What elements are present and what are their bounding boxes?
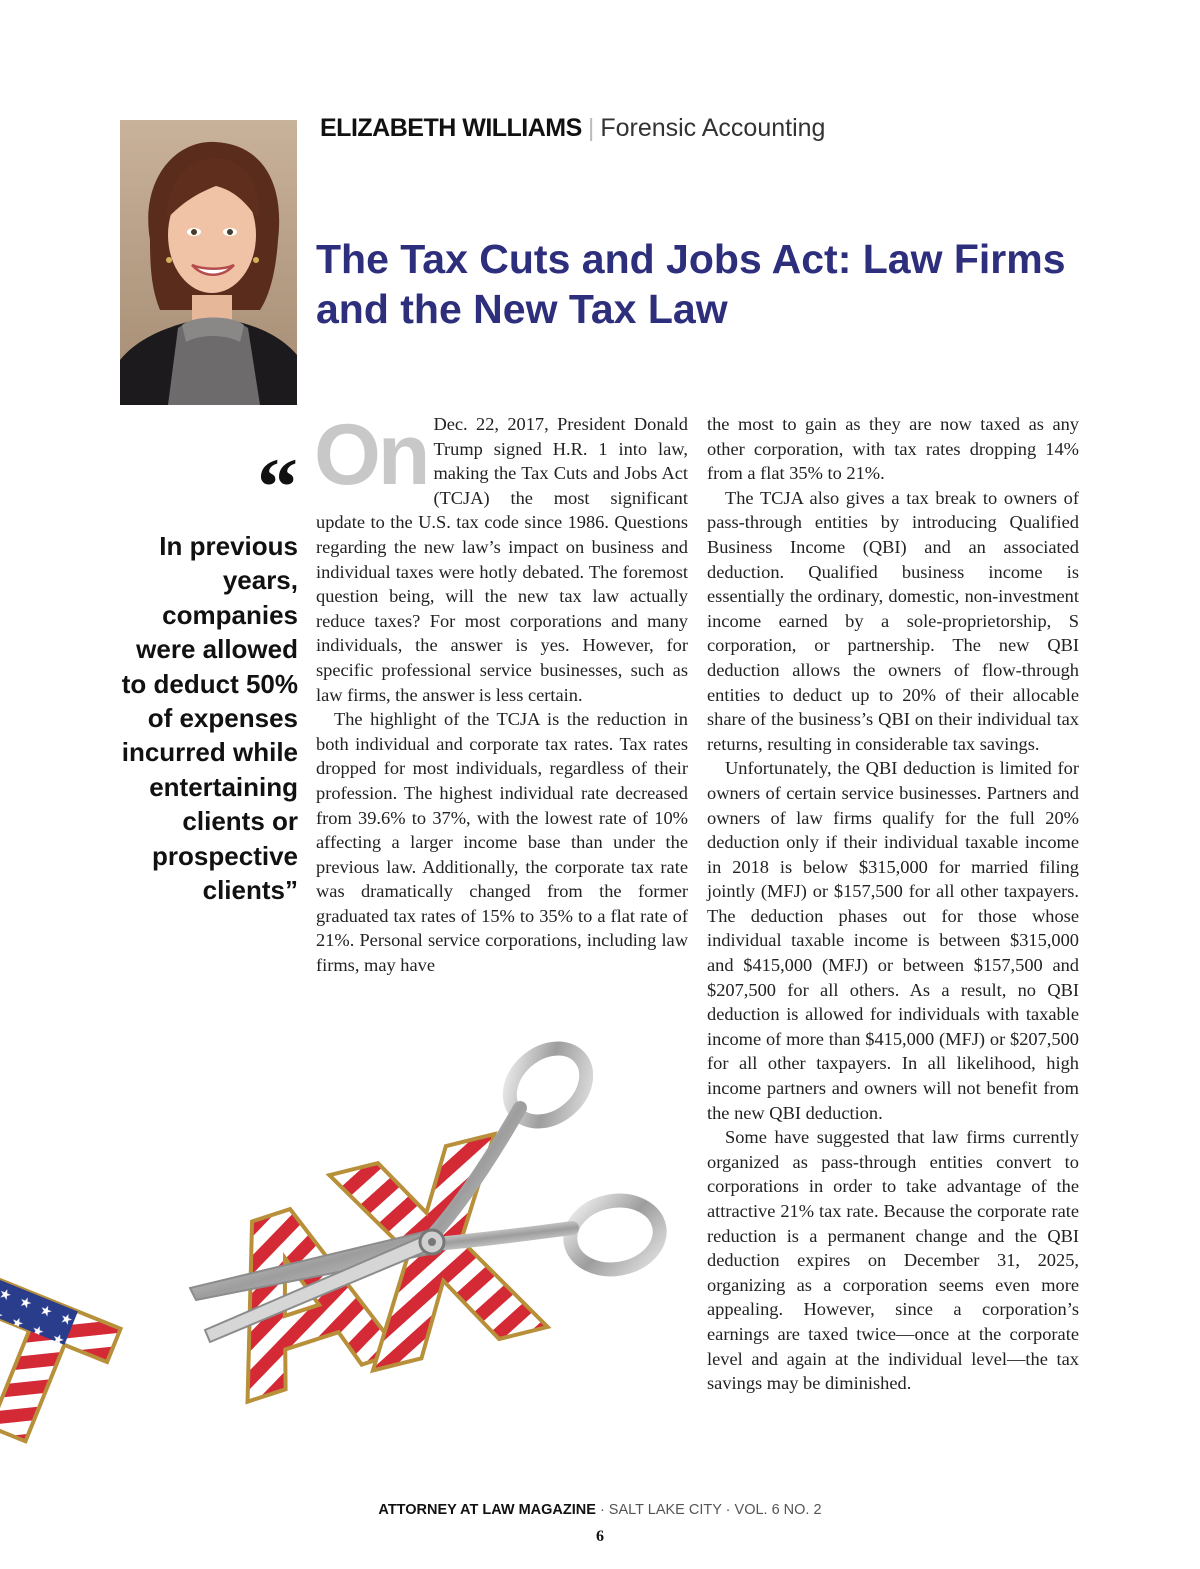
author-name: ELIZABETH WILLIAMS — [320, 114, 582, 142]
article-column-2 — [707, 412, 1079, 1396]
byline — [320, 114, 825, 143]
magazine-name: ATTORNEY AT LAW MAGAZINE — [378, 1502, 596, 1518]
article-column-1 — [314, 407, 688, 978]
section-name: Forensic Accounting — [600, 114, 826, 142]
page-number: 6 — [596, 1528, 604, 1545]
paragraph-conversion: Some have suggested that law firms currently organized as pass-through entities convert to corporations in order to take advantage of the attractive 21% tax rate. Because the corporate rate reduction is a permanent change and the QBI deduction expires on December 31, 2025, organizing as a corporation seems even more appealing. However, since a corporation’s earnings are taxed twice—once at the corporate level and again at the individual level—the tax savings may be diminished. — [707, 1127, 1079, 1394]
issue-details: · SALT LAKE CITY · VOL. 6 NO. 2 — [595, 1502, 822, 1518]
pull-quote: In previous years, companies were allowed to deduct 50% of expenses incurred while entertaining clients or prospective clients” — [121, 531, 298, 906]
author-photo — [120, 120, 297, 405]
paragraph-qbi-limits: Unfortunately, the QBI deduction is limited for owners of certain service businesses. Partners and owners of law firms qualify for the full 20% deduction only if their individual taxable income in 2018 is below $315,000 for married filing jointly (MFJ) or $157,500 for all other taxpayers. The deduction phases out for those whose individual taxable income is between $315,000 and $415,000 (MFJ) or between $157,500 and $207,500 for all others. As a result, no QBI deduction is allowed for individuals with taxable income of more than $415,000 (MFJ) or $207,500 for all other taxpayers. In all likelihood, high income partners and owners will not benefit from the new QBI deduction. — [707, 758, 1079, 1123]
paragraph-continued: the most to gain as they are now taxed as any other corporation, with tax rates dropping 14% from a flat 35% to 21%. — [707, 414, 1079, 484]
drop-cap: On — [314, 407, 428, 503]
byline-separator: | — [587, 114, 595, 142]
page-footer — [0, 1502, 1200, 1518]
paragraph-highlight: The highlight of the TCJA is the reduction in both individual and corporate tax rates. Tax rates dropped for most individuals, regardless of their profession. The highest individual rate decreased from 39.6% to 37%, with the lowest rate of 10% affecting a larger income base than under the previous law. Additionally, the corporate tax rate was dramatically changed from the former graduated tax rates of 15% to 35% to a flat rate of 21%. Personal service corporations, including law firms, may have — [316, 709, 688, 976]
paragraph-intro-text: Dec. 22, 2017, President Donald Trump signed H.R. 1 into law, making the Tax Cuts and Jobs Act (TCJA) the most significant update to the U.S. tax code since 1986. Questions regarding the new law’s impact on business and individual taxes were hotly debated. The foremost question being, will the new tax law actually reduce taxes? For most corporations and many individuals, the answer is yes. However, for specific professional service businesses, such as law firms, the answer is less certain. — [316, 414, 688, 705]
scissors-cutting-tax-icon — [0, 1030, 700, 1450]
paragraph-qbi-intro: The TCJA also gives a tax break to owners of pass-through entities by introducing Qualified Business Income (QBI) and an associated deduction. Qualified business income is essentially the ordinary, domestic, non-investment income earned by a sole-proprietorship, S corporation, or partnership. The new QBI deduction allows the owners of flow-through entities to deduct up to 20% of their allocable share of the business’s QBI on their individual tax returns, resulting in considerable tax savings. — [707, 487, 1079, 754]
article-title: The Tax Cuts and Jobs Act: Law Firms and the New Tax Law — [316, 236, 1066, 332]
quote-mark-icon: “ — [257, 441, 298, 532]
paragraph-intro — [314, 407, 688, 707]
